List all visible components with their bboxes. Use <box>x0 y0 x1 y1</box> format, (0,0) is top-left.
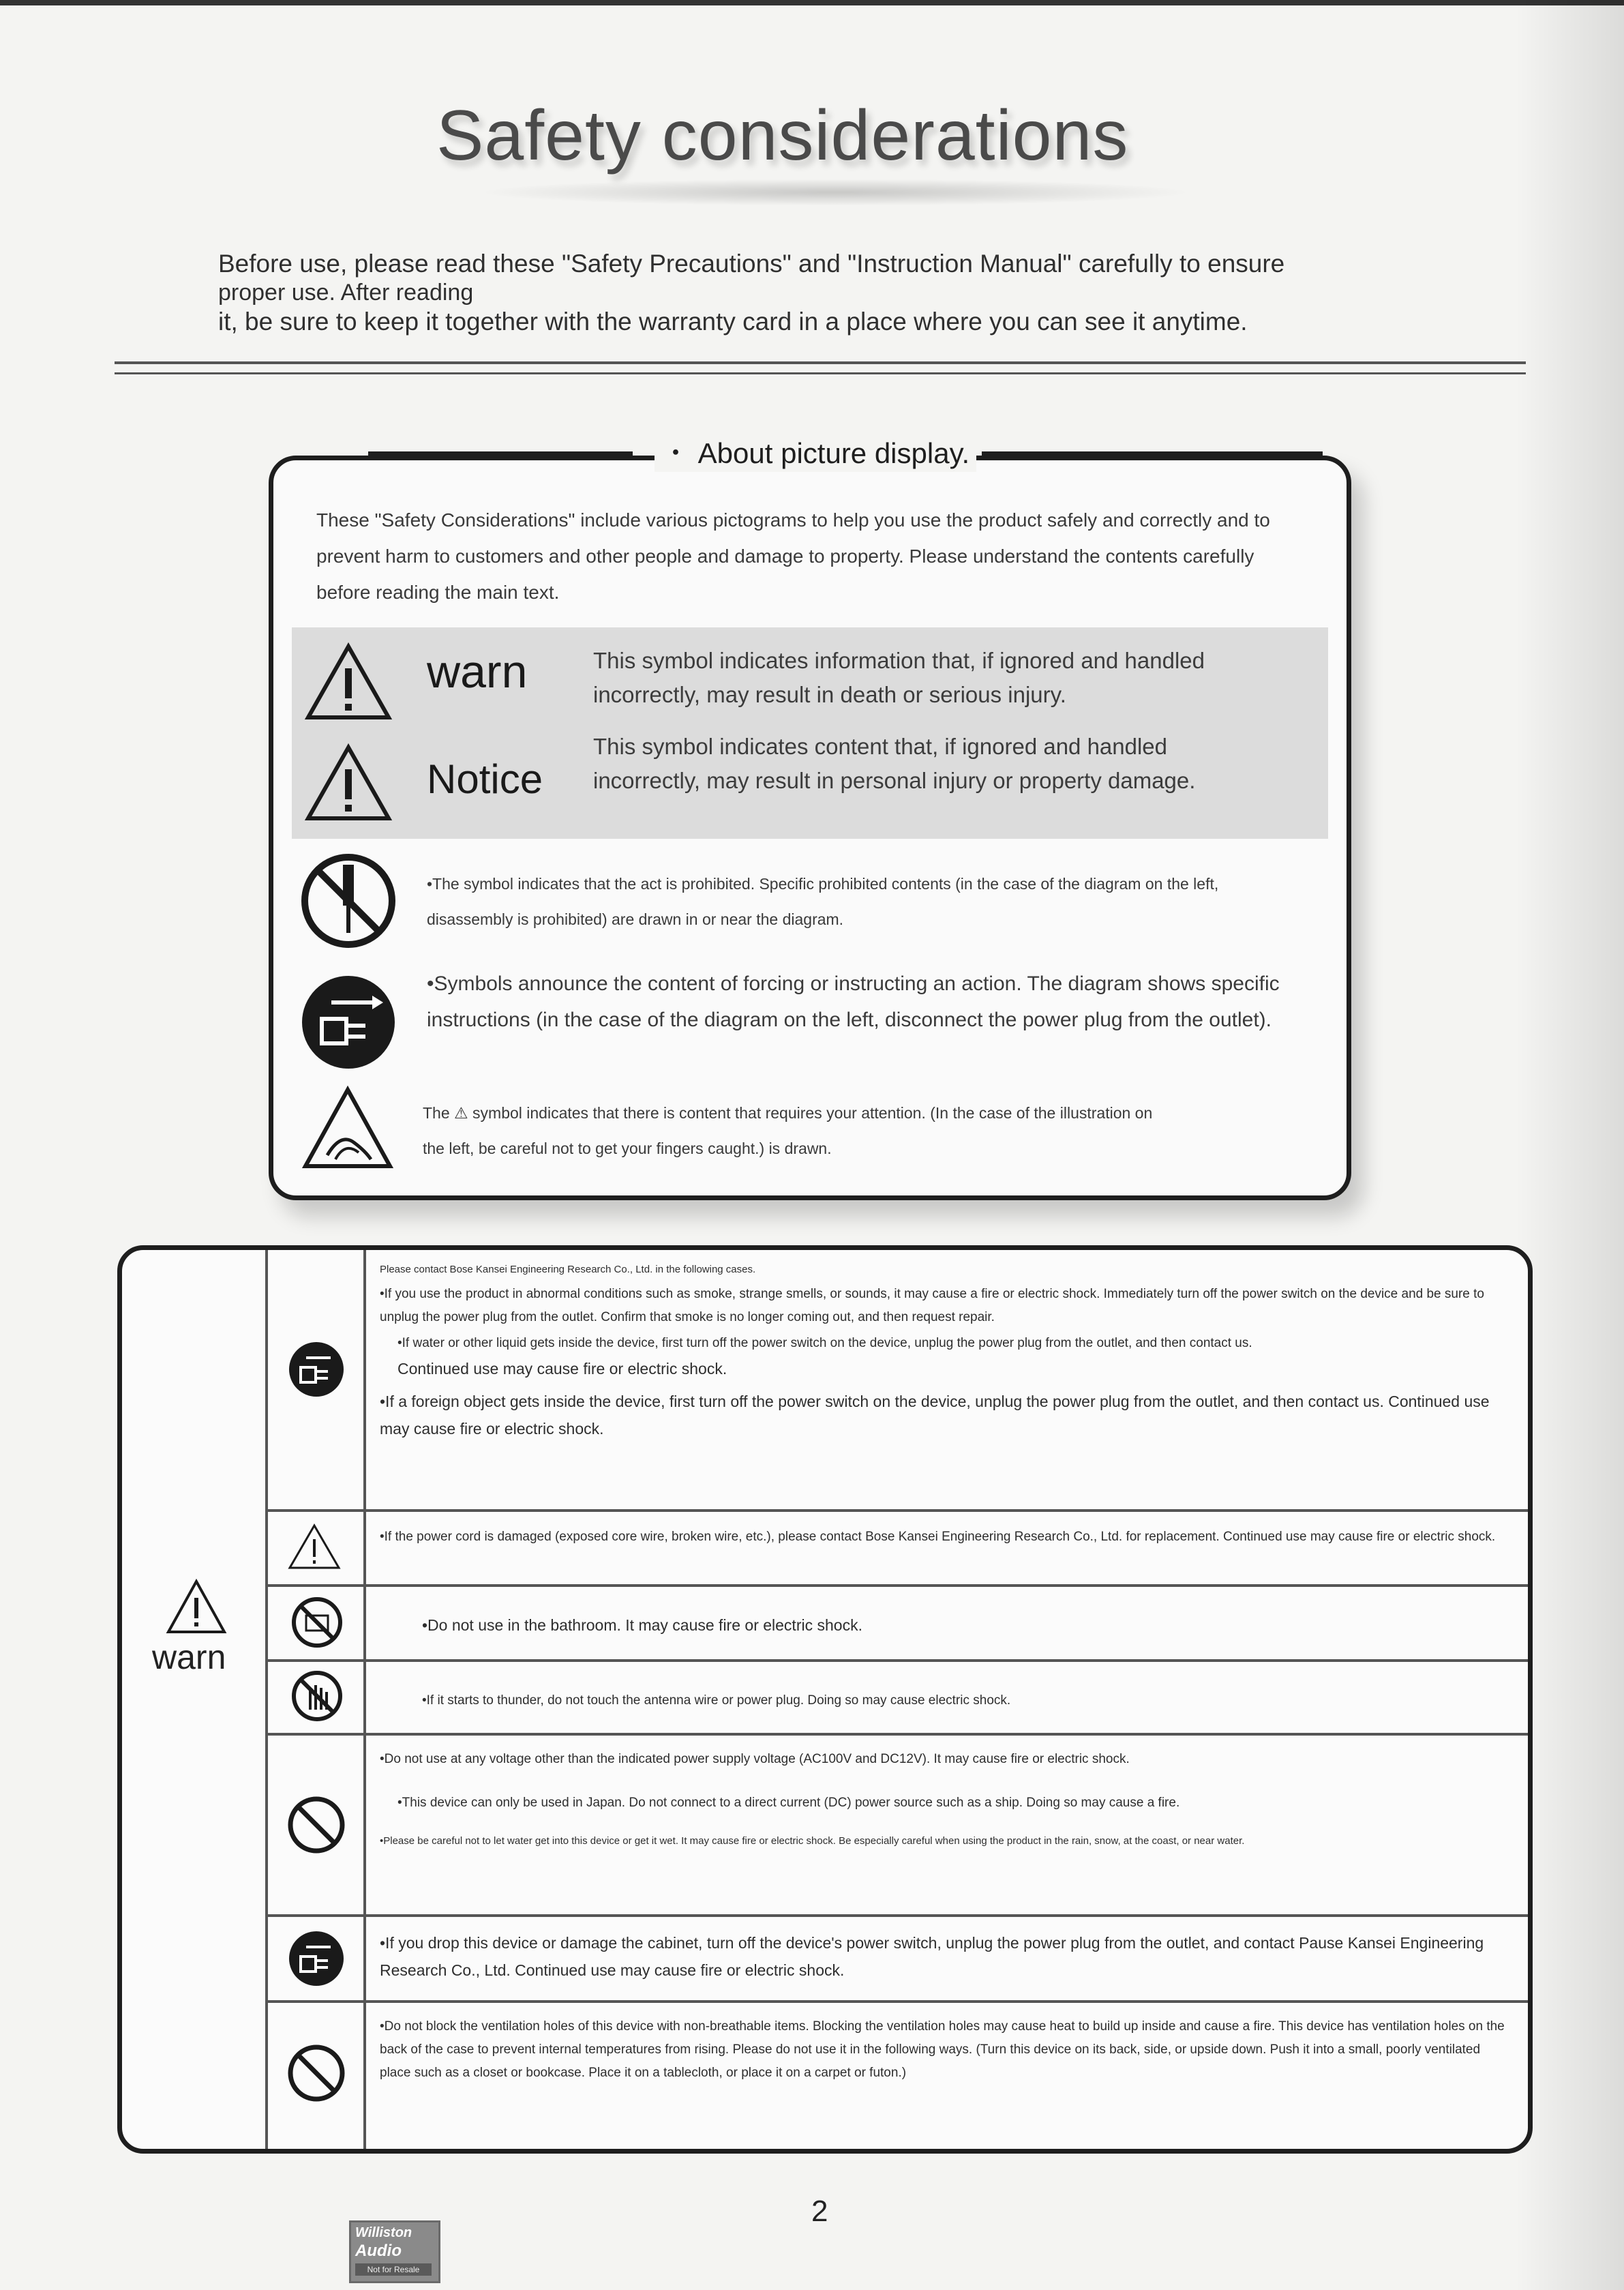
table-row-6-text: •If you drop this device or damage the cabinet, turn off the device's power switch, unplug the power plug from the outlet, and contact Pause Kansei Engineering Research Co., Ltd. Continued use may cause fire or electric shock. <box>380 1934 1484 1979</box>
table-row-divider <box>268 1584 1528 1587</box>
no-touch-icon <box>290 1669 344 1723</box>
table-row-divider <box>268 1509 1528 1512</box>
table-row-1-line: •If a foreign object gets inside the device, first turn off the power switch on the device, unplug the power plug from the outlet, and then contact us. Continued use may cause fire or electric shock. <box>380 1393 1490 1438</box>
table-row-divider <box>268 1914 1528 1917</box>
legend-desc-notice: This symbol indicates content that, if ignored and handled incorrectly, may result in personal injury or property damage. <box>593 734 1196 793</box>
intro-line-1: Before use, please read these "Safety Precautions" and "Instruction Manual" carefully to ensure <box>218 250 1285 278</box>
intro-paragraph <box>218 248 1418 337</box>
symbol-text-prohibited: •The symbol indicates that the act is prohibited. Specific prohibited contents (in the case of the diagram on the left, disassembly is prohibited) are drawn in or near the diagram. <box>427 875 1219 928</box>
symbol-text-caution: The ⚠ symbol indicates that there is content that requires your attention. (In the case of the illustration on the left, be careful not to get your fingers caught.) is drawn. <box>423 1104 1153 1157</box>
table-row-4-text: •If it starts to thunder, do not touch the antenna wire or power plug. Doing so may cause electric shock. <box>422 1693 1011 1708</box>
stamp-line-3: Not for Resale <box>355 2263 432 2276</box>
legend-word-notice: Notice <box>427 756 543 802</box>
intro-line-2: proper use. After reading <box>218 280 474 306</box>
title-shadow <box>477 179 1193 206</box>
table-row-1-line: •If you use the product in abnormal conditions such as smoke, strange smells, or sounds, it may cause a fire or electric shock. Immediately turn off the power switch on the device and be sure to unplug the power plug from the outlet. Confirm that smoke is no longer coming out, and then request repair. <box>380 1287 1484 1324</box>
unplug-instruction-icon <box>286 1928 347 1989</box>
symbol-text-instruction: •Symbols announce the content of forcing or instructing an action. The diagram shows specific instructions (in the case of the diagram on the left, disconnect the power plug from the outlet). <box>427 972 1280 1031</box>
unplug-instruction-icon <box>297 971 400 1073</box>
table-row-2-text: •If the power cord is damaged (exposed core wire, broken wire, etc.), please contact Bose Kansei Engineering Research Co., Ltd. for replacement. Continued use may cause fire or electric shock. <box>380 1530 1496 1544</box>
page-top-edge <box>0 0 1624 5</box>
prohibited-icon <box>286 2042 347 2104</box>
table-col-divider-1 <box>265 1250 268 2149</box>
table-row-divider <box>268 1659 1528 1662</box>
page-number: 2 <box>811 2195 828 2228</box>
warning-triangle-icon <box>166 1577 227 1636</box>
heading-bar-left <box>368 451 633 457</box>
intro-line-3: it, be sure to keep it together with the warranty card in a place where you can see it anytime. <box>218 308 1248 336</box>
table-row-7-text: •Do not block the ventilation holes of this device with non-breathable items. Blocking the ventilation holes may cause heat to build up inside and cause a fire. This device has ventilation holes on the back of the case to prevent internal temperatures from rising. Please do not use it in the following ways. (Turn this device on its back, side, or upside down. Push it into a small, poorly ventilated place such as a closet or bookcase. Place it on a tablecloth, or place it on a carpet or futon.) <box>380 2019 1505 2080</box>
finger-caution-icon <box>300 1084 395 1173</box>
divider-rule-bottom <box>115 372 1526 374</box>
table-row-divider <box>268 1733 1528 1736</box>
stamp-line-2: Audio <box>355 2242 402 2260</box>
divider-rule-top <box>115 361 1526 364</box>
warn-table <box>117 1245 1533 2154</box>
about-intro-text: These "Safety Considerations" include various pictograms to help you use the product safely and correctly and to prevent harm to customers and other people and damage to property. Please understand the contents carefully before reading the main text. <box>316 509 1270 603</box>
unplug-instruction-icon <box>286 1339 347 1400</box>
table-row-1-line: •If water or other liquid gets inside the device, first turn off the power switch on the device, unplug the power plug from the outlet, and then contact us. <box>397 1336 1252 1350</box>
warning-triangle-icon <box>304 641 393 723</box>
table-col-divider-2 <box>363 1250 366 2149</box>
caution-triangle-icon <box>304 742 393 824</box>
page-title: Safety considerations <box>436 96 1129 175</box>
stamp-line-1: Williston <box>355 2225 412 2240</box>
caution-triangle-icon <box>287 1523 342 1571</box>
legend-desc-warn: This symbol indicates information that, if ignored and handled incorrectly, may result in death or serious injury. <box>593 648 1205 707</box>
table-row-1-line: Continued use may cause fire or electric shock. <box>397 1360 727 1378</box>
table-row-1-text <box>380 1260 1512 1442</box>
prohibited-disassembly-icon <box>297 850 400 952</box>
warn-label: warn <box>152 1638 226 1676</box>
publisher-stamp <box>349 2220 440 2283</box>
about-heading <box>368 431 1357 472</box>
about-heading-text: ・ About picture display. <box>655 431 976 472</box>
table-row-1-line: Please contact Bose Kansei Engineering Research Co., Ltd. in the following cases. <box>380 1264 756 1275</box>
table-row-5-text <box>380 1748 1512 1852</box>
legend-word-warn: warn <box>427 646 528 698</box>
table-row-5-line: •Do not use at any voltage other than the indicated power supply voltage (AC100V and DC12V). It may cause fire or electric shock. <box>380 1752 1130 1766</box>
table-row-5-line: •Please be careful not to let water get into this device or get it wet. It may cause fire or electric shock. Be especially careful when using the product in the rain, snow, at the coast, or near water. <box>380 1835 1245 1847</box>
prohibited-icon <box>286 1794 347 1856</box>
heading-bar-right <box>982 451 1323 457</box>
table-row-3-text: •Do not use in the bathroom. It may cause fire or electric shock. <box>422 1616 862 1634</box>
table-row-divider <box>268 2000 1528 2003</box>
table-row-5-line: •This device can only be used in Japan. Do not connect to a direct current (DC) power source such as a ship. Doing so may cause a fire. <box>397 1796 1180 1810</box>
no-bathroom-icon <box>290 1595 344 1650</box>
